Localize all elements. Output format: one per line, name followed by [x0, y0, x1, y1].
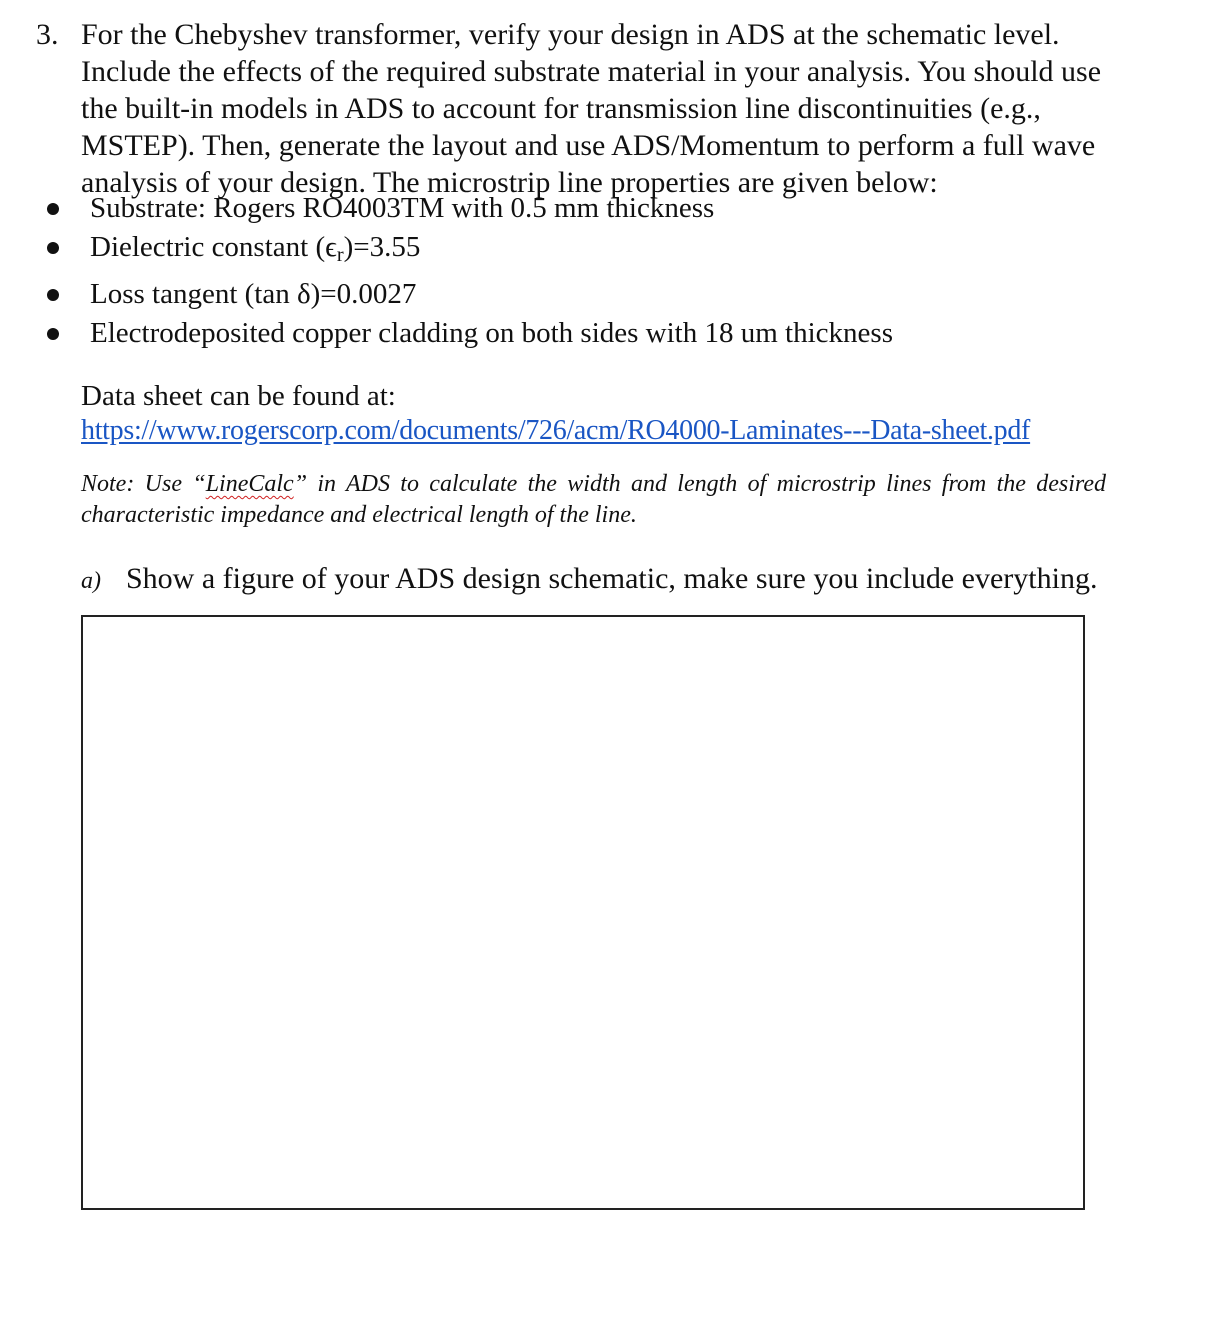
bullet-icon — [47, 328, 59, 340]
list-item-text: Electrodeposited copper cladding on both sides with 18 um thickness — [90, 317, 893, 350]
datasheet-link[interactable]: https://www.rogerscorp.com/documents/726/acm/RO4000-Laminates---Data-sheet.pdf — [81, 415, 1031, 446]
bullet-icon — [47, 242, 59, 254]
question-text — [81, 16, 1106, 201]
question-text-line: MSTEP). Then, generate the layout and use ADS/Momentum to perform a full wave — [81, 129, 1096, 162]
note-text-after: ” in ADS to calculate the width and length of microstrip lines from the desired characteristic impedance and electrical length of the line. — [81, 471, 1106, 528]
bullet-icon — [47, 289, 59, 301]
question-number: 3. — [36, 18, 59, 51]
part-a-prompt — [81, 560, 1097, 600]
note-text-before: Note: Use “ — [81, 471, 206, 497]
question-text-line: the built-in models in ADS to account for transmission line discontinuities (e.g., — [81, 92, 1041, 125]
list-item-substrate — [45, 189, 1070, 228]
list-item-copper-cladding — [45, 314, 1070, 353]
list-item-text: Loss tangent (tan δ)=0.0027 — [90, 278, 417, 311]
note-keyword: LineCalc — [205, 471, 294, 497]
list-item-text-suffix: )=3.55 — [343, 231, 421, 263]
list-item-text-prefix: Dielectric constant (ϵ — [90, 231, 337, 263]
note-paragraph — [81, 469, 1106, 531]
list-item-text: Substrate: Rogers RO4003TM with 0.5 mm thickness — [90, 192, 715, 224]
question-text-line: Include the effects of the required substrate material in your analysis. You should use — [81, 55, 1102, 88]
part-a-label: a) — [81, 568, 101, 594]
datasheet-label: Data sheet can be found at: — [81, 380, 396, 412]
list-item-dielectric-constant — [45, 228, 1070, 275]
part-a-text: Show a figure of your ADS design schematic, make sure you include everything. — [126, 562, 1098, 595]
bullet-icon — [47, 203, 59, 215]
list-item-loss-tangent — [45, 275, 1070, 314]
question-text-line: analysis of your design. The microstrip line properties are given below: — [81, 166, 938, 199]
properties-list — [45, 189, 1070, 353]
answer-box[interactable] — [81, 615, 1085, 1210]
question-text-line: For the Chebyshev transformer, verify your design in ADS at the schematic level. — [81, 18, 1060, 51]
list-item-subscript: r — [336, 244, 344, 267]
